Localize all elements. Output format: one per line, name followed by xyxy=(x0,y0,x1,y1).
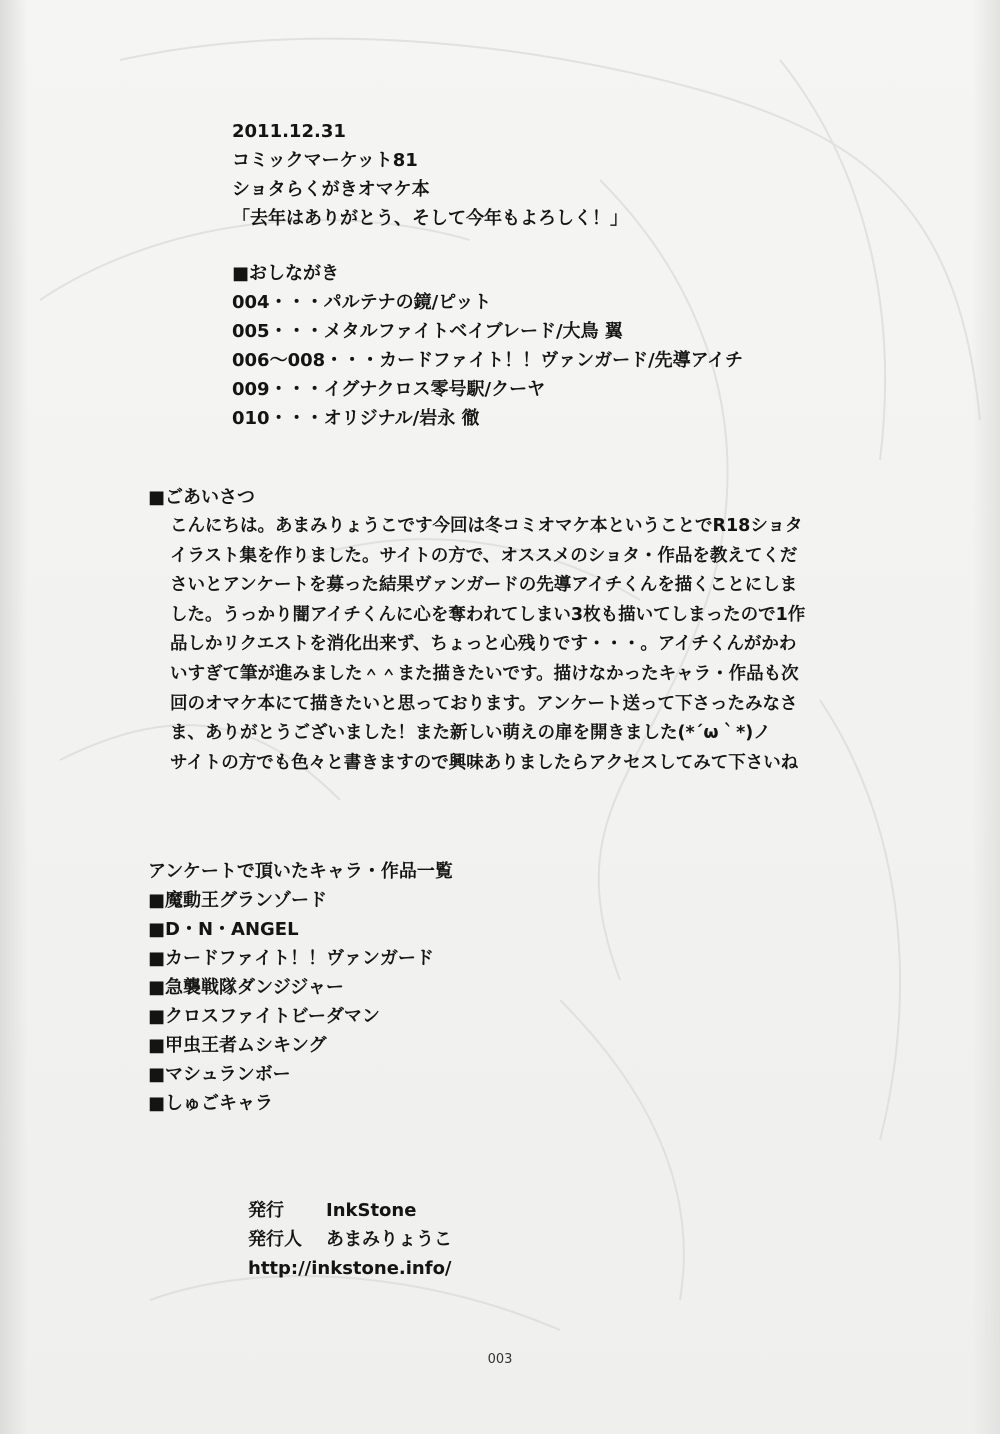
contents-item: 004・・・パルテナの鏡/ピット xyxy=(232,292,492,313)
book-type: ショタらくがきオマケ本 xyxy=(232,179,430,200)
greeting-line: ま、ありがとうございました！また新しい萌えの扉を開きました(*´ω｀*)ノ xyxy=(170,723,771,744)
publisher-row xyxy=(248,1196,452,1225)
survey-item: ■甲虫王者ムシキング xyxy=(148,1035,327,1056)
colophon-header xyxy=(232,117,628,233)
survey-item: ■マシュランボー xyxy=(148,1064,291,1085)
contents-list xyxy=(232,259,743,433)
publisher-info xyxy=(248,1196,452,1283)
survey-heading: アンケートで頂いたキャラ・作品一覧 xyxy=(148,861,453,882)
survey-results xyxy=(148,857,453,1118)
issuer-row xyxy=(248,1225,452,1254)
publisher-label: 発行 xyxy=(248,1200,284,1221)
publisher-name: InkStone xyxy=(326,1200,417,1221)
survey-item: ■魔動王グランゾード xyxy=(148,890,328,911)
survey-item: ■クロスファイトビーダマン xyxy=(148,1006,380,1027)
event-name: コミックマーケット81 xyxy=(232,150,418,171)
contents-heading: ■おしながき xyxy=(232,263,340,284)
greeting-line: いすぎて筆が進みました＾＾また描きたいです。描けなかったキャラ・作品も次 xyxy=(170,663,799,684)
survey-item: ■しゅごキャラ xyxy=(148,1093,274,1114)
survey-item: ■D・N・ANGEL xyxy=(148,919,299,940)
website-url: http://inkstone.info/ xyxy=(248,1258,452,1279)
greeting-line: イラスト集を作りました。サイトの方で、オススメのショタ・作品を教えてくだ xyxy=(170,545,798,566)
greeting-line: 回のオマケ本にて描きたいと思っております。アンケート送って下さったみなさ xyxy=(170,693,798,714)
contents-item: 010・・・オリジナル/岩永 徹 xyxy=(232,408,480,429)
book-title: 「去年はありがとう、そして今年もよろしく！」 xyxy=(232,208,628,229)
greeting-section xyxy=(148,483,805,778)
issuer-name: あまみりょうこ xyxy=(326,1229,452,1250)
survey-item: ■カードファイト！！ヴァンガード xyxy=(148,948,434,969)
survey-item: ■急襲戦隊ダンジジャー xyxy=(148,977,344,998)
contents-item: 009・・・イグナクロス零号駅/クーヤ xyxy=(232,379,546,400)
contents-item: 006〜008・・・カードファイト！！ヴァンガード/先導アイチ xyxy=(232,350,744,371)
issue-date: 2011.12.31 xyxy=(232,121,346,142)
greeting-line: サイトの方でも色々と書きますので興味ありましたらアクセスしてみて下さいね xyxy=(170,752,799,773)
contents-item: 005・・・メタルファイトベイブレード/大鳥 翼 xyxy=(232,321,623,342)
page-number: 003 xyxy=(487,1352,513,1367)
greeting-body xyxy=(170,512,805,778)
greeting-heading: ■ごあいさつ xyxy=(148,487,256,508)
greeting-line: 品しかリクエストを消化出来ず、ちょっと心残りです・・・。アイチくんがかわ xyxy=(170,634,797,655)
greeting-line: さいとアンケートを募った結果ヴァンガードの先導アイチくんを描くことにしま xyxy=(170,575,798,596)
issuer-label: 発行人 xyxy=(248,1229,302,1250)
greeting-line: した。うっかり闇アイチくんに心を奪われてしまい3枚も描いてしまったので1作 xyxy=(170,604,806,625)
greeting-line: こんにちは。あまみりょうこです今回は冬コミオマケ本ということでR18ショタ xyxy=(170,516,803,536)
